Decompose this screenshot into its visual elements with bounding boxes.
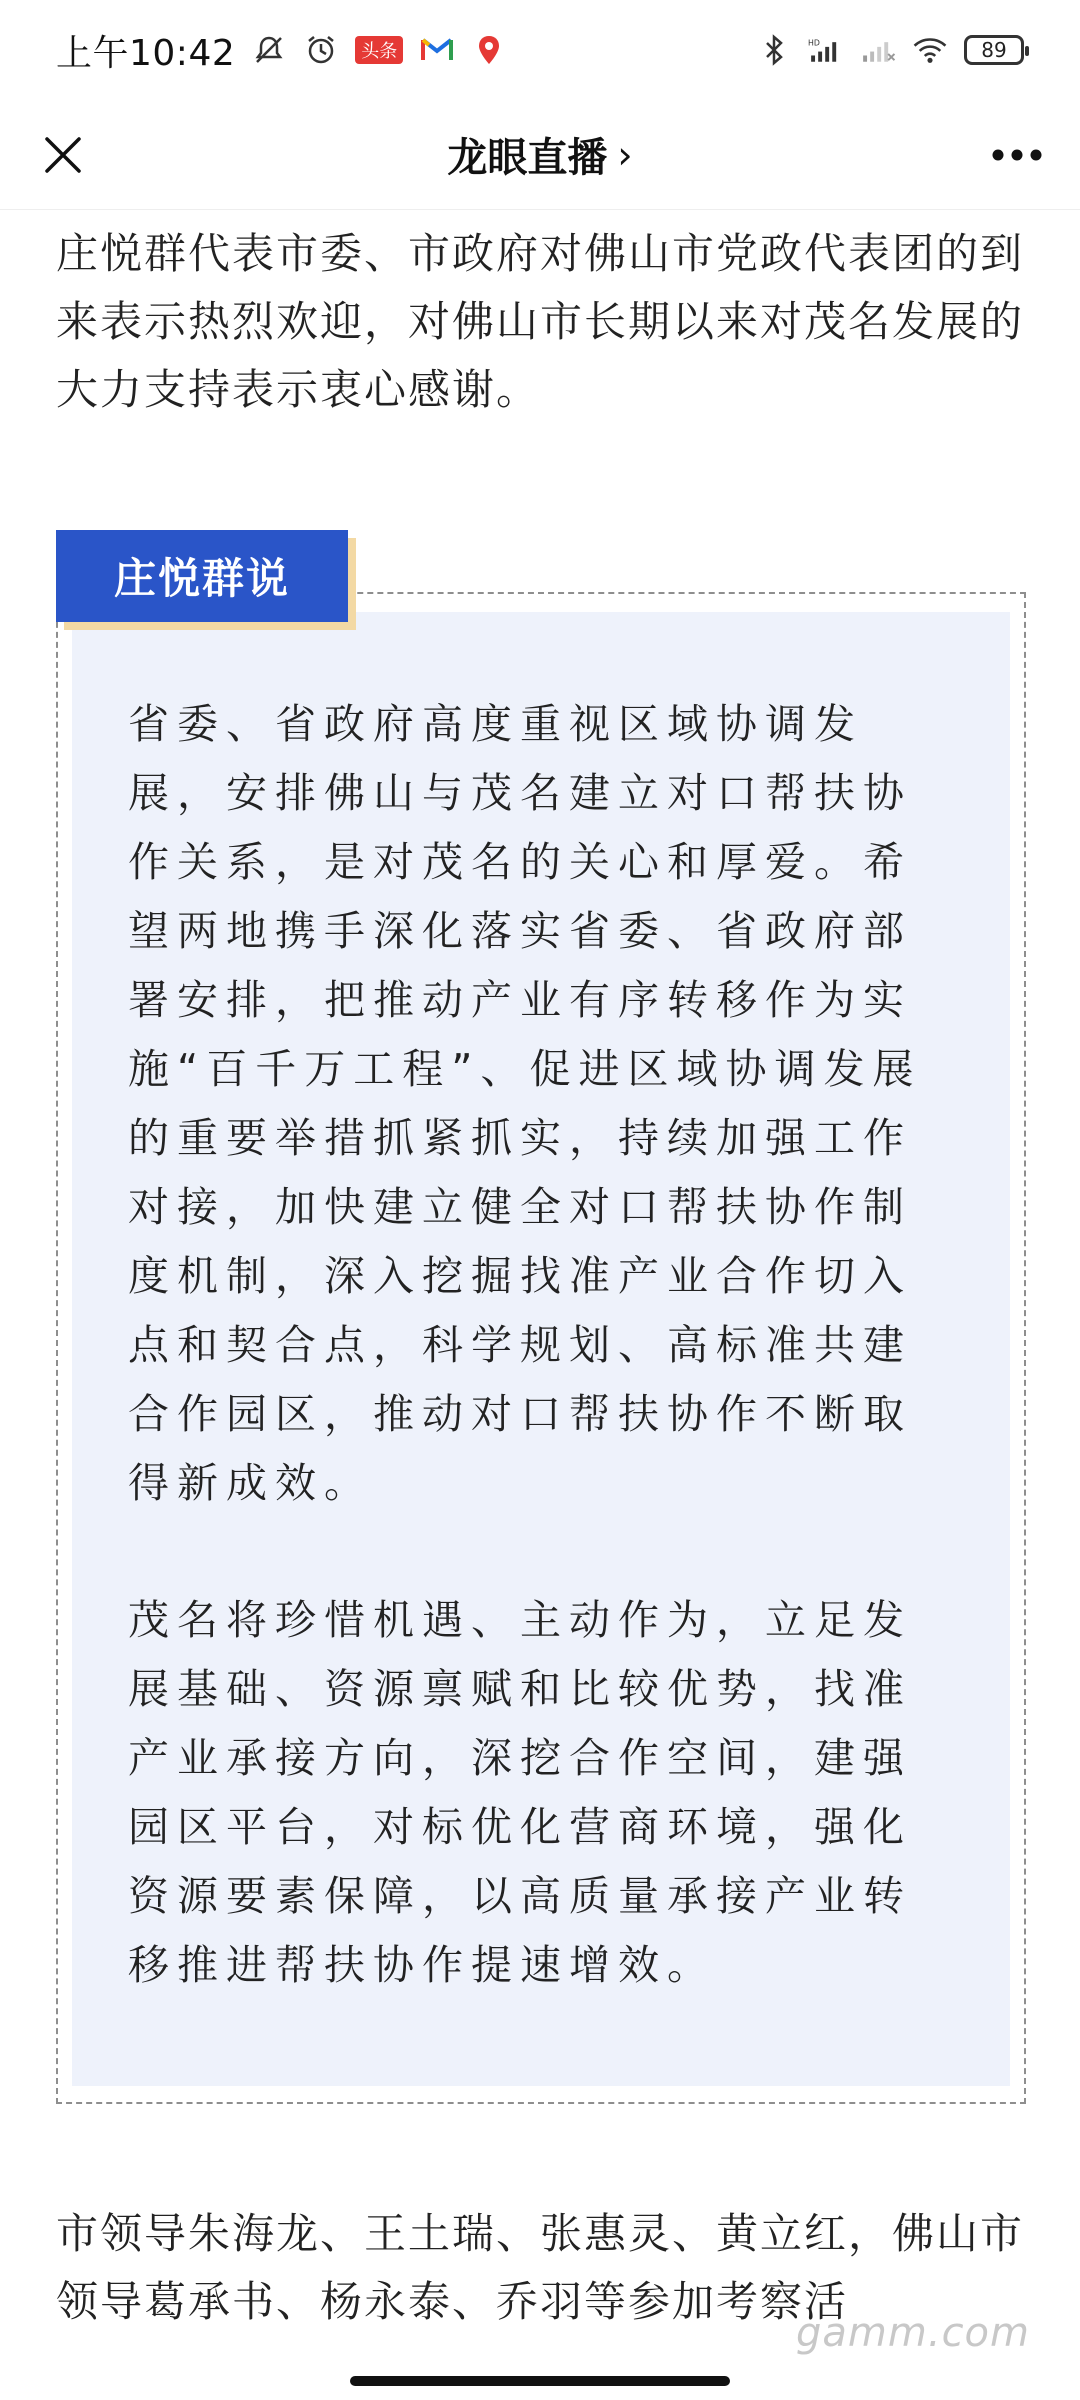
close-button[interactable]: [30, 122, 96, 188]
quote-tag: 庄悦群说: [56, 530, 348, 622]
status-right: [756, 32, 1024, 68]
quote-paragraph-2: 茂名将珍惜机遇、主动作为，立足发展基础、资源禀赋和比较优势，找准产业承接方向，深挖合作空间，建强园区平台，对标优化营商环境，强化资源要素保障，以高质量承接产业转移推进帮扶协作提速增效。: [128, 1596, 912, 1989]
status-left: [56, 25, 507, 76]
quote-body: [128, 690, 958, 2068]
status-bar: [0, 0, 1080, 100]
account-title-link[interactable]: [447, 126, 632, 183]
quote-box: [56, 530, 1026, 2104]
chevron-right-icon: ›: [617, 132, 633, 177]
more-icon: [991, 148, 1043, 162]
map-icon: [471, 32, 507, 68]
svg-text:HD: HD: [808, 38, 820, 48]
hd-signal-icon: [808, 32, 844, 68]
signal-icon: [860, 32, 896, 68]
intro-paragraph: 庄悦群代表市委、市政府对佛山市党政代表团的到来表示热烈欢迎，对佛山市长期以来对茂名发展的大力支持表示衷心感谢。: [56, 229, 1025, 414]
more-button[interactable]: [984, 122, 1050, 188]
toutiao-icon: 头条: [355, 36, 403, 64]
close-icon: [43, 135, 83, 175]
battery-icon: 89: [964, 35, 1024, 65]
page-title: 龙眼直播: [447, 135, 608, 181]
watermark: gamm.com: [796, 2310, 1030, 2356]
gmail-icon: [419, 32, 455, 68]
nav-bar: [0, 100, 1080, 210]
quote-paragraph-1: 省委、省政府高度重视区域协调发展，安排佛山与茂名建立对口帮扶协作关系，是对茂名的关心和厚爱。希望两地携手深化落实省委、省政府部署安排，把推动产业有序转移作为实施“百千万工程”、促进区域协调发展的重要举措抓紧抓实，持续加强工作对接，加快建立健全对口帮扶协作制度机制，深入挖掘找准产业合作切入点和契合点，科学规划、高标准共建合作园区，推动对口帮扶协作不断取得新成效。: [128, 700, 922, 1507]
wifi-icon: [912, 32, 948, 68]
closing-paragraph: 市领导朱海龙、王土瑞、张惠灵、黄立红，佛山市领导葛承书、杨永泰、乔羽等参加考察活: [56, 2209, 1025, 2326]
mute-icon: [251, 32, 287, 68]
alarm-icon: [303, 32, 339, 68]
article-intro: [56, 220, 1024, 424]
home-indicator[interactable]: [350, 2376, 730, 2386]
bluetooth-icon: [756, 32, 792, 68]
status-time: 上午10:42: [56, 32, 236, 74]
